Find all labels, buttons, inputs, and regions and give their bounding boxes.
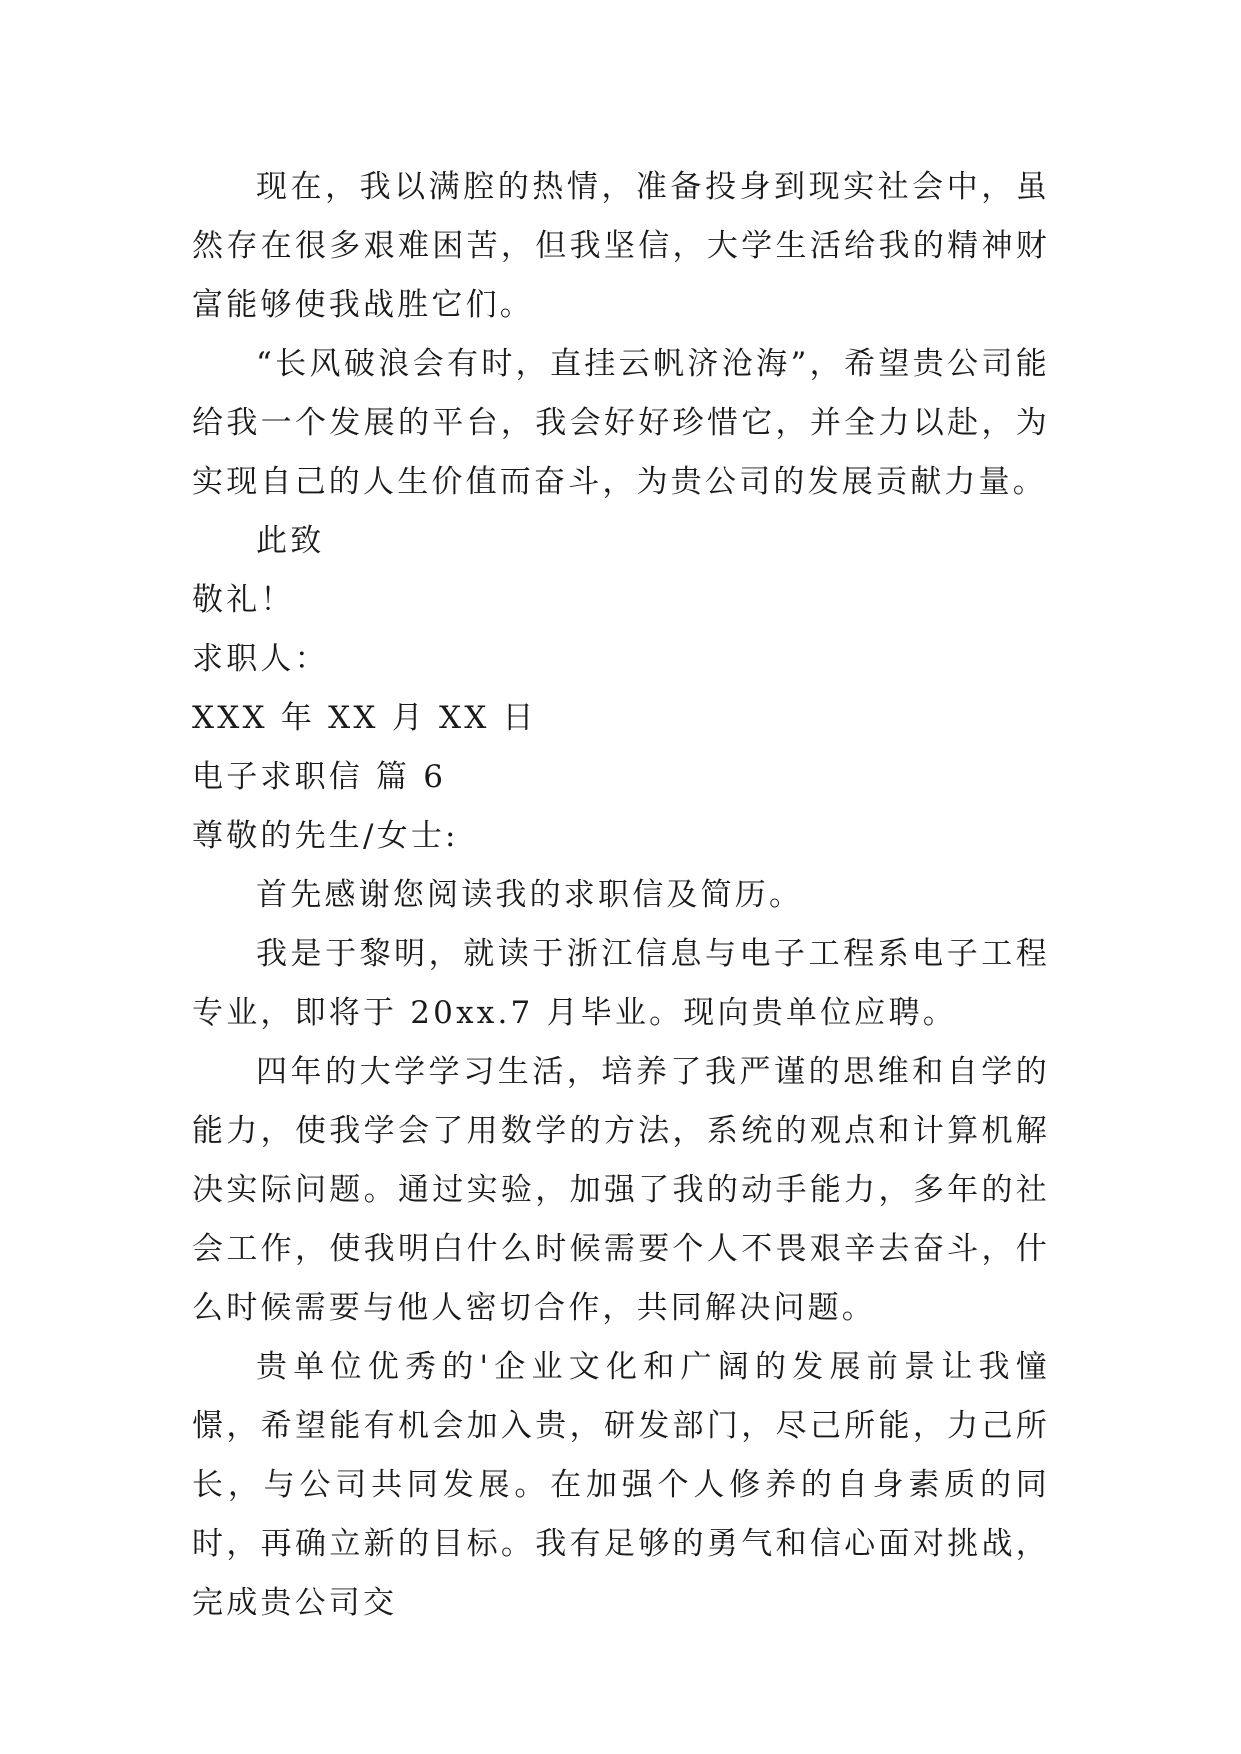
paragraph-education: 四年的大学学习生活，培养了我严谨的思维和自学的能力，使我学会了用数学的方法，系统的观点和计算机解决实际问题。通过实验，加强了我的动手能力，多年的社会工作，使我明白什么时候需要个人不畏艰辛去奋斗，什么时候需要与他人密切合作，共同解决问题。 [192, 1054, 1050, 1326]
document-body [192, 158, 1050, 1633]
paragraph-introduction: 我是于黎明，就读于浙江信息与电子工程系电子工程专业，即将于 20xx.7 月毕业。现向贵单位应聘。 [192, 936, 1050, 1031]
paragraph-thanks: 首先感谢您阅读我的求职信及简历。 [256, 877, 804, 913]
section-heading: 电子求职信 篇 6 [192, 759, 447, 795]
paragraph-aspiration: “长风破浪会有时，直挂云帆济沧海”，希望贵公司能给我一个发展的平台，我会好好珍惜它，并全力以赴，为实现自己的人生价值而奋斗，为贵公司的发展贡献力量。 [192, 346, 1050, 500]
letter-date: XXX 年 XX 月 XX 日 [192, 700, 537, 736]
closing-salutation: 此致 [256, 523, 325, 559]
closing-regards: 敬礼！ [192, 582, 295, 618]
greeting: 尊敬的先生/女士: [192, 818, 459, 854]
paragraph-motivation: 贵单位优秀的'企业文化和广阔的发展前景让我憧憬，希望能有机会加入贵，研发部门，尽己所能，力己所长，与公司共同发展。在加强个人修养的自身素质的同时，再确立新的目标。我有足够的勇气和信心面对挑战，完成贵公司交 [192, 1349, 1050, 1621]
applicant-signature: 求职人： [192, 641, 329, 677]
paragraph-confidence: 现在，我以满腔的热情，准备投身到现实社会中，虽然存在很多艰难困苦，但我坚信，大学生活给我的精神财富能够使我战胜它们。 [192, 169, 1050, 323]
